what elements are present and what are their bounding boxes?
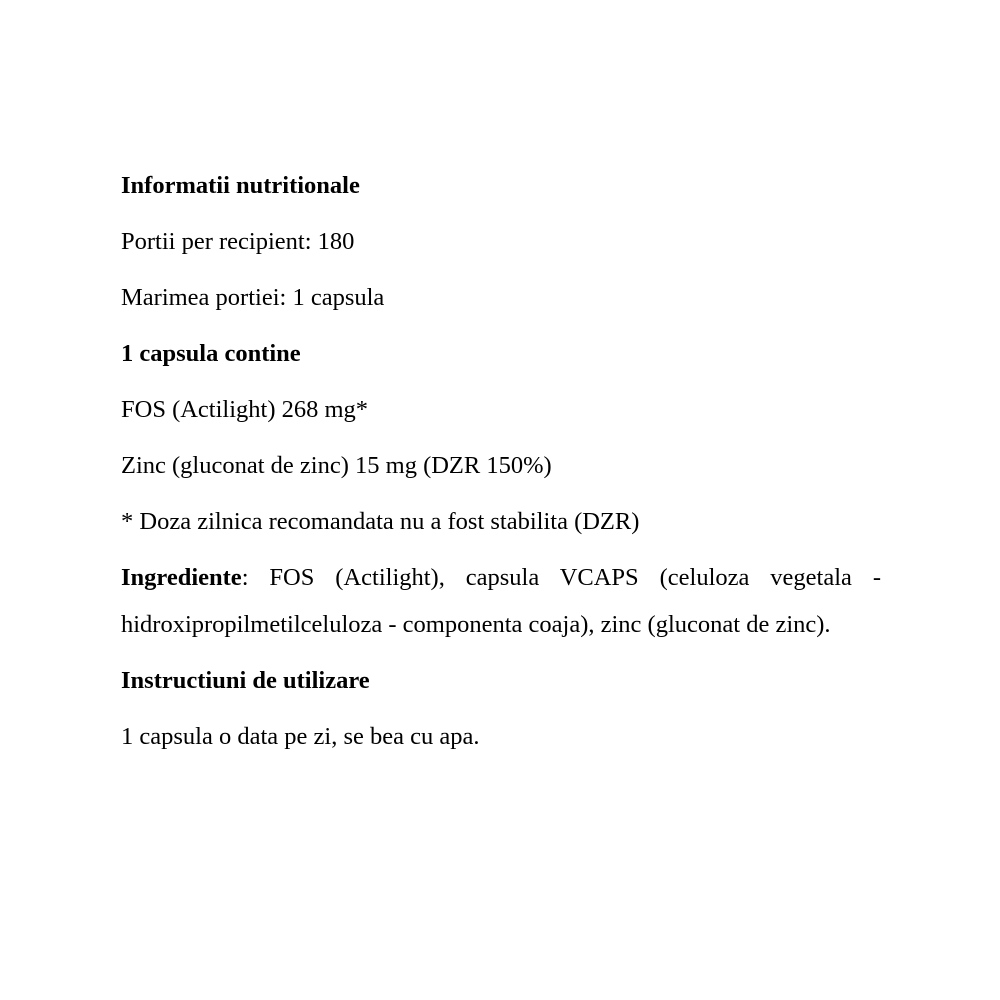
ingredients-text: FOS (Actilight), capsula VCAPS (celuloza vegetala - hidroxipropilmetilceluloza - componenta coaja), zinc (gluconat de zinc).: [121, 564, 881, 638]
instructions-text: 1 capsula o data pe zi, se bea cu apa.: [121, 723, 480, 750]
nutrition-heading: Informatii nutritionale: [121, 172, 360, 199]
fos-amount: FOS (Actilight) 268 mg*: [121, 396, 369, 423]
product-info-document: [121, 167, 881, 774]
ingredients-paragraph: [121, 554, 881, 648]
serving-size: Marimea portiei: 1 capsula: [121, 284, 385, 311]
composition-heading: 1 capsula contine: [121, 340, 301, 367]
zinc-amount: Zinc (gluconat de zinc) 15 mg (DZR 150%): [121, 452, 552, 479]
ingredients-label: Ingrediente: [121, 564, 242, 591]
daily-value-footnote: * Doza zilnica recomandata nu a fost stabilita (DZR): [121, 508, 640, 535]
servings-per-container: Portii per recipient: 180: [121, 228, 355, 255]
instructions-heading: Instructiuni de utilizare: [121, 667, 370, 694]
ingredients-separator: :: [241, 564, 249, 591]
